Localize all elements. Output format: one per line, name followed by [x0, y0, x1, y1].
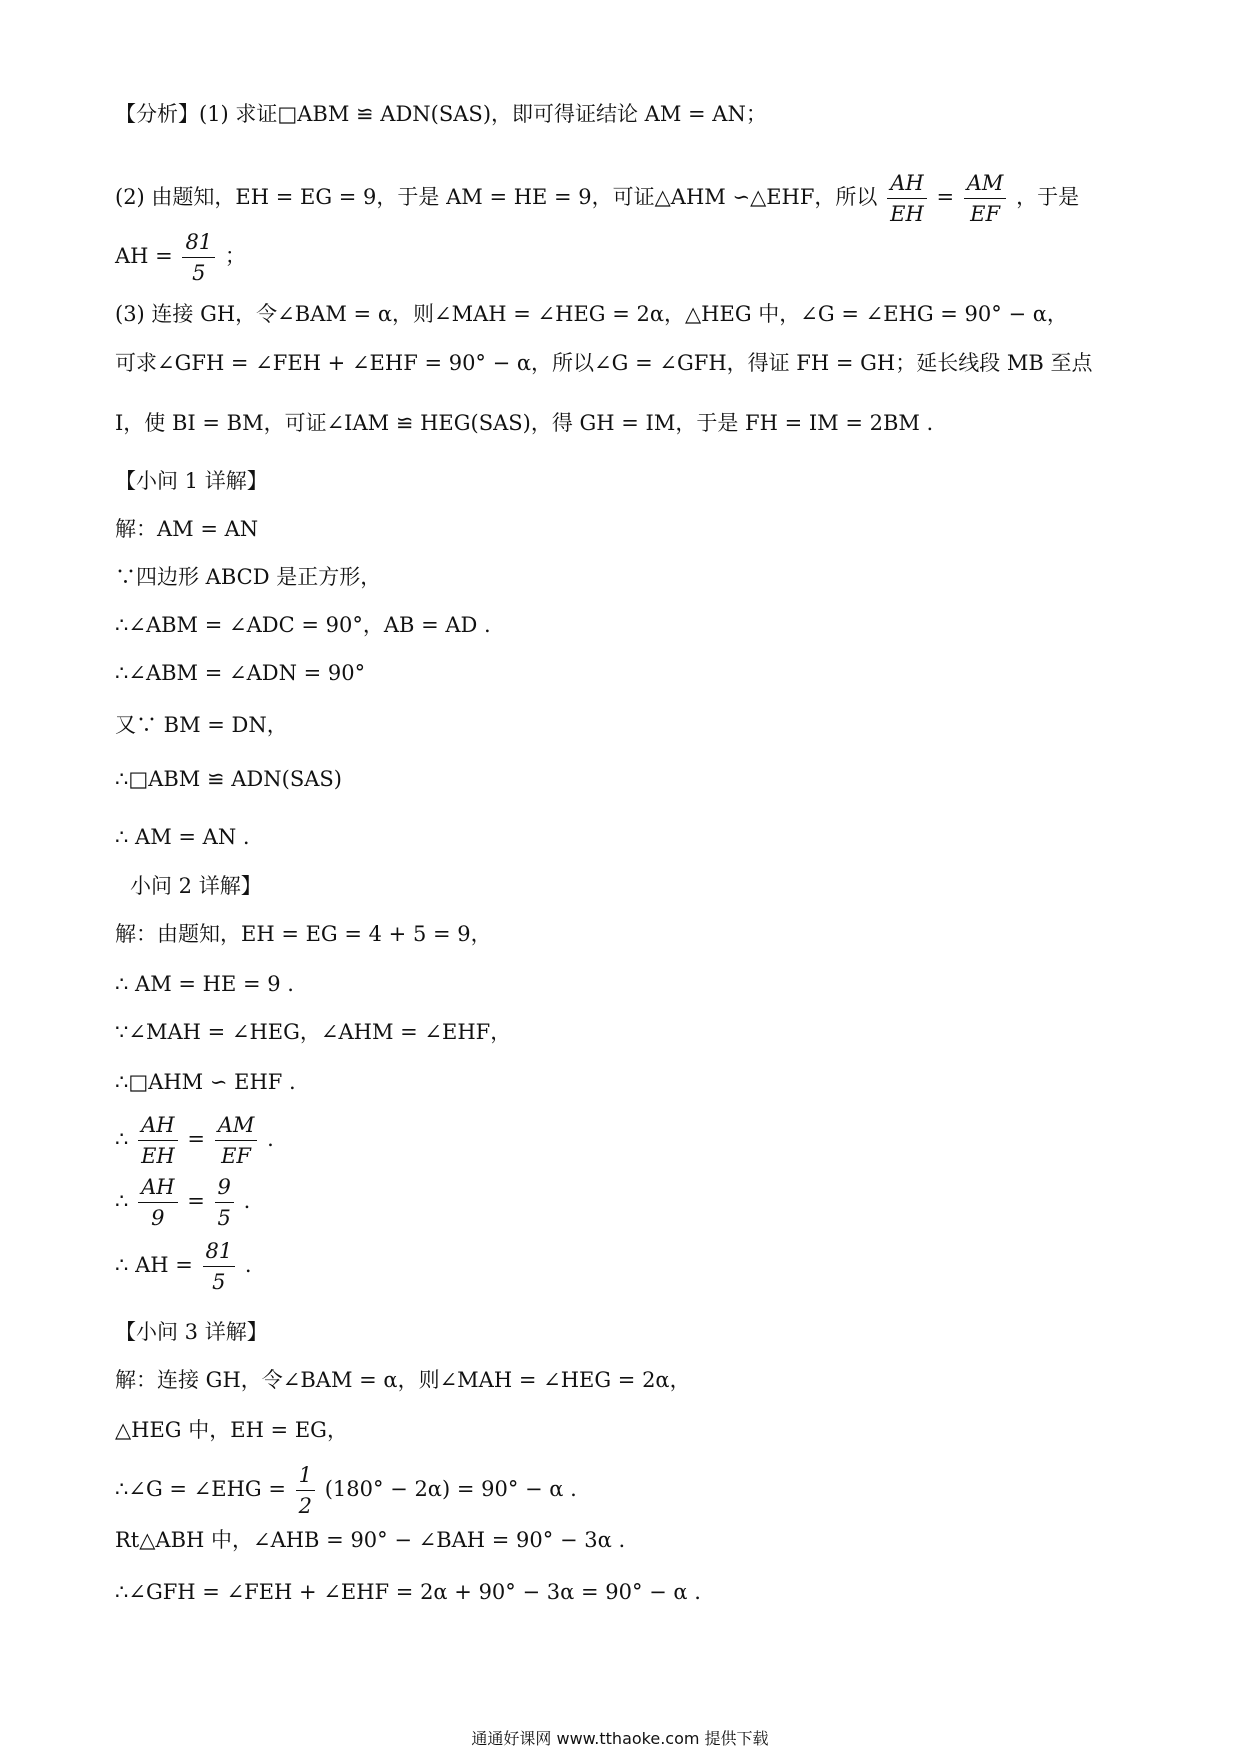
period: . [267, 1127, 274, 1151]
analysis-line-2-text: (2) 由题知，EH = EG = 9，于是 AM = HE = 9，可证△AHM ∽△EHF，所以 [115, 185, 878, 209]
fraction-ah-9 [138, 1172, 177, 1233]
fraction-numerator: AM [964, 168, 1007, 199]
q1-line: 解：AM = AN [115, 517, 259, 541]
q1-line: ∴∠ABM = ∠ADN = 90° [115, 661, 366, 685]
q1-line: ∴□ABM ≌ ADN(SAS) [115, 767, 342, 791]
q2-line-1: 解：由题知，EH = EG = 4 + 5 = 9， [115, 922, 492, 946]
fraction-ah-eh [138, 1110, 178, 1171]
fraction-numerator: 81 [182, 227, 215, 258]
fraction-denominator: 5 [212, 1270, 226, 1294]
analysis-line-4: (3) 连接 GH，令∠BAM = α，则∠MAH = ∠HEG = 2α，△HEG 中，∠G = ∠EHG = 90° − α， [115, 302, 1068, 326]
q2-line-5 [115, 1110, 274, 1171]
fraction-numerator: AH [138, 1110, 178, 1141]
analysis-line-2-suffix: ，于是 [1016, 185, 1080, 209]
q3-line-3-text: ∴∠G = ∠EHG = [115, 1477, 286, 1501]
therefore-symbol: ∴ [115, 1127, 129, 1151]
fraction-numerator: AH [887, 168, 927, 199]
q2-line-7 [115, 1236, 252, 1297]
analysis-line-3 [115, 227, 246, 288]
fraction-denominator: EH [141, 1144, 175, 1168]
fraction-9-5 [215, 1172, 234, 1233]
fraction-81-5 [203, 1236, 236, 1297]
fraction-numerator: AH [138, 1172, 177, 1203]
q3-line-3-suffix: (180° − 2α) = 90° − α . [324, 1477, 577, 1501]
fraction-1-2 [296, 1460, 315, 1521]
analysis-line-3-suffix: ； [224, 244, 246, 268]
equals-sign: = [187, 1189, 205, 1213]
q3-title: 【小问 3 详解】 [115, 1320, 268, 1344]
period: . [243, 1189, 251, 1213]
q1-line: ∴ AM = AN . [115, 825, 250, 849]
analysis-line-5: 可求∠GFH = ∠FEH + ∠EHF = 90° − α，所以∠G = ∠GFH，得证 FH = GH；延长线段 MB 至点 [115, 351, 1093, 375]
period: . [244, 1253, 252, 1277]
fraction-numerator: 1 [296, 1460, 315, 1491]
equals-sign: = [187, 1127, 206, 1151]
q3-line-3 [115, 1460, 577, 1521]
q1-line: ∴∠ABM = ∠ADC = 90°，AB = AD . [115, 613, 491, 637]
fraction-ah-eh [887, 168, 927, 229]
analysis-line-1: 【分析】(1) 求证□ABM ≌ ADN(SAS)，即可得证结论 AM = AN； [115, 102, 767, 126]
q3-line-5: ∴∠GFH = ∠FEH + ∠EHF = 2α + 90° − 3α = 90° − α . [115, 1580, 701, 1604]
q1-line: ∵四边形 ABCD 是正方形， [115, 565, 382, 589]
analysis-line-3-text: AH = [115, 244, 173, 268]
fraction-denominator: 5 [192, 261, 206, 285]
q3-line-2: △HEG 中，EH = EG， [115, 1418, 348, 1442]
fraction-denominator: 5 [217, 1206, 231, 1230]
analysis-line-6: I，使 BI = BM，可证∠IAM ≌ HEG(SAS)，得 GH = IM，于是 FH = IM = 2BM . [115, 411, 934, 435]
q3-line-4: Rt△ABH 中，∠AHB = 90° − ∠BAH = 90° − 3α . [115, 1528, 626, 1552]
therefore-symbol: ∴ [115, 1253, 129, 1277]
fraction-numerator: 9 [215, 1172, 234, 1203]
q2-line-4: ∴□AHM ∽ EHF . [115, 1070, 296, 1094]
q2-title: 小问 2 详解】 [130, 874, 262, 898]
fraction-denominator: EH [890, 202, 924, 226]
fraction-am-ef [964, 168, 1007, 229]
fraction-numerator: AM [215, 1110, 258, 1141]
q2-line-2: ∴ AM = HE = 9 . [115, 972, 294, 996]
fraction-denominator: 2 [298, 1494, 313, 1518]
fraction-numerator: 81 [203, 1236, 236, 1267]
analysis-line-2 [115, 168, 1079, 229]
q2-line-7-text: AH = [135, 1253, 193, 1277]
q2-line-6 [115, 1172, 250, 1233]
q1-title: 【小问 1 详解】 [115, 469, 268, 493]
therefore-symbol: ∴ [115, 1189, 129, 1213]
fraction-denominator: 9 [151, 1206, 165, 1230]
footer-source: 通通好课网 www.tthaoke.com 提供下载 [471, 1729, 769, 1748]
fraction-81-5 [182, 227, 215, 288]
fraction-am-ef [215, 1110, 258, 1171]
q1-line: 又∵ BM = DN， [115, 713, 288, 737]
q2-line-3: ∵∠MAH = ∠HEG，∠AHM = ∠EHF， [115, 1020, 512, 1044]
q3-line-1: 解：连接 GH，令∠BAM = α，则∠MAH = ∠HEG = 2α， [115, 1368, 691, 1392]
equals-sign: = [936, 185, 955, 209]
fraction-denominator: EF [970, 202, 1001, 226]
fraction-denominator: EF [221, 1144, 251, 1168]
